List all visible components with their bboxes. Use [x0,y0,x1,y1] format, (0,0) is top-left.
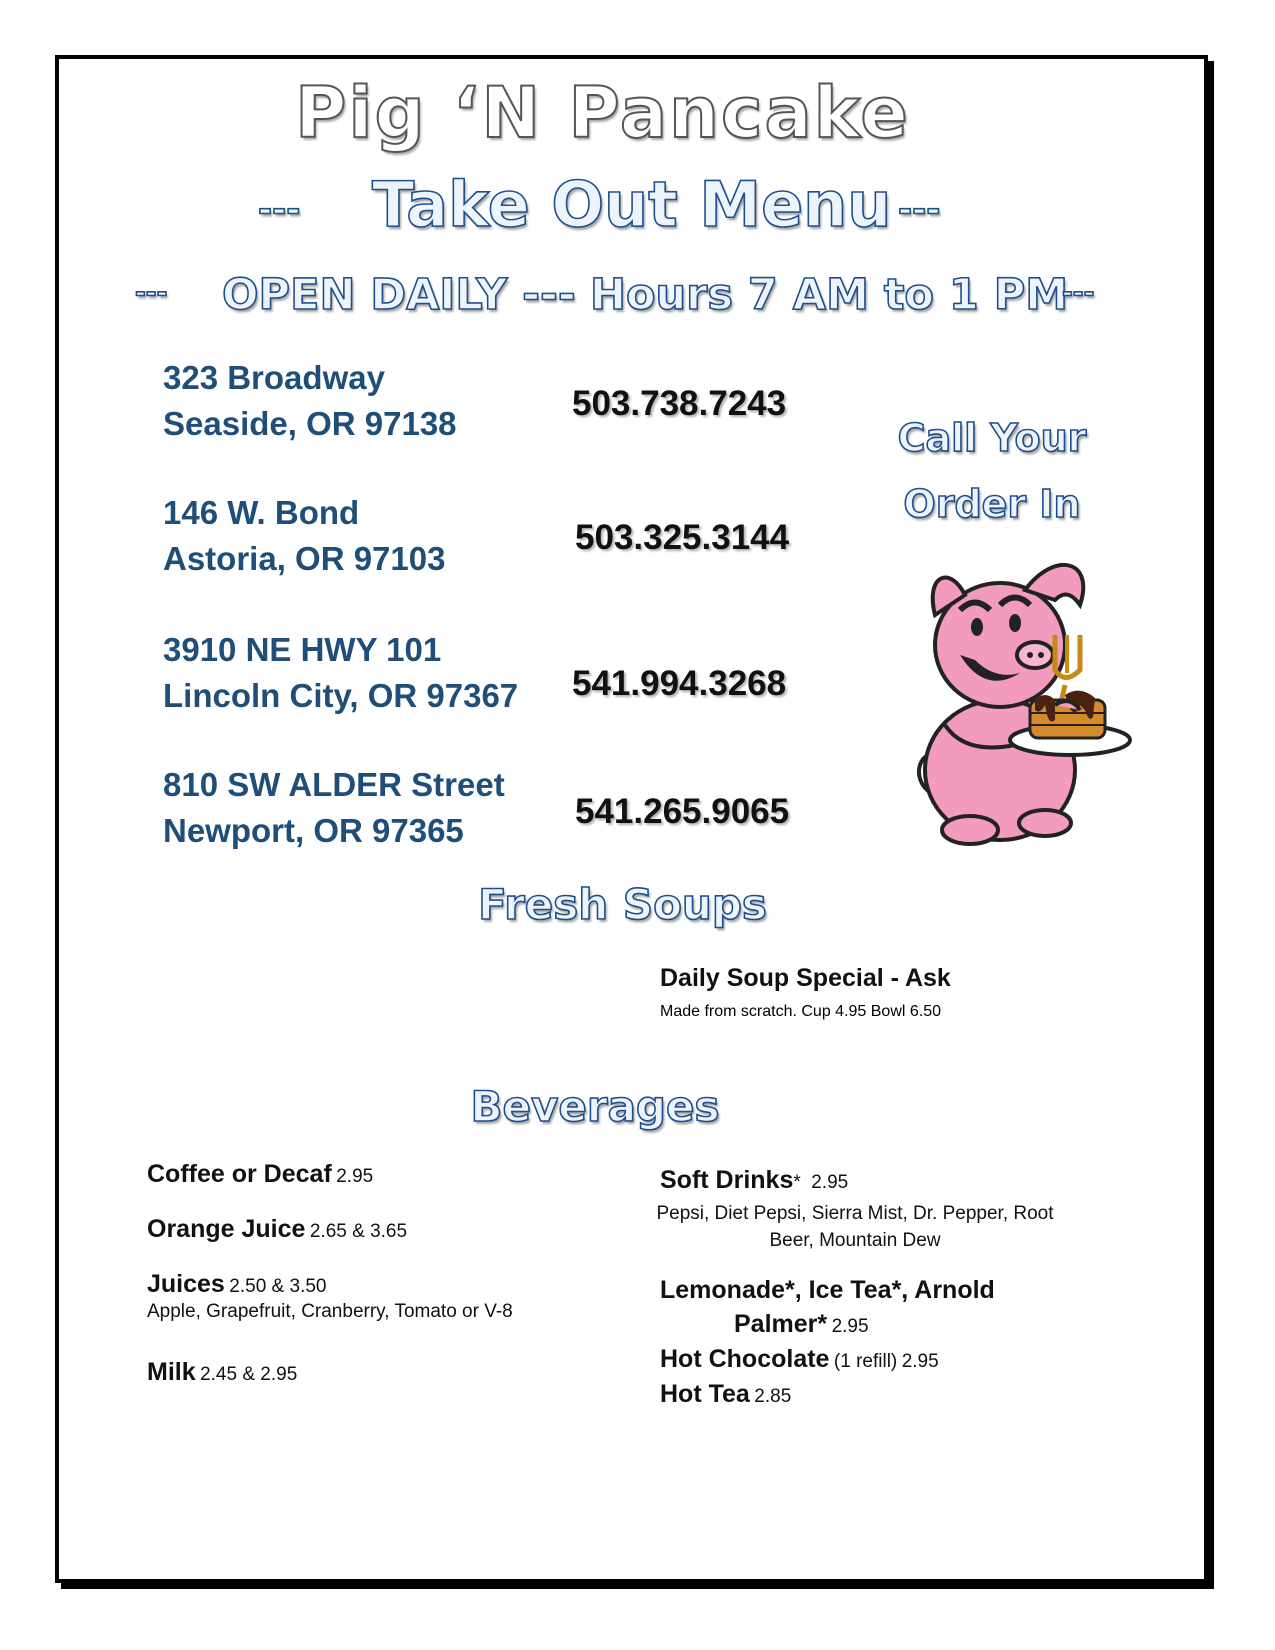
soup-special-name: Daily Soup Special - Ask [660,964,951,992]
location-seaside [163,355,457,447]
phone-seaside: 503.738.7243 [572,384,787,423]
item-name: Milk [147,1358,196,1386]
beverage-orange-juice [147,1215,407,1244]
item-desc: Apple, Grapefruit, Cranberry, Tomato or V-8 [147,1301,513,1322]
phone-lincoln-city: 541.994.3268 [572,664,787,703]
item-price: 2.95 [811,1172,849,1193]
menu-title: Take Out Menu [372,168,892,241]
beverage-milk [147,1358,297,1387]
location-city: Seaside, OR 97138 [163,405,457,442]
soft-drinks-desc-line2: Beer, Mountain Dew [769,1230,941,1251]
beverage-juices [147,1270,513,1323]
item-price: 2.45 & 2.95 [200,1364,298,1385]
location-city: Newport, OR 97365 [163,812,464,849]
restaurant-name: Pig ‘N Pancake [295,72,910,154]
phone-astoria: 503.325.3144 [575,518,790,557]
location-street: 810 SW ALDER Street [163,766,505,803]
item-name: Palmer* [734,1310,828,1338]
hours: Hours 7 AM to 1 PM [590,270,1069,320]
location-newport [163,762,505,854]
item-price: 2.95 [831,1316,869,1337]
location-street: 146 W. Bond [163,494,360,531]
beverage-lemonade [734,1310,869,1339]
item-name: Coffee or Decaf [147,1160,332,1188]
item-name: Hot Chocolate [660,1345,830,1373]
soft-drinks-desc-line1: Pepsi, Diet Pepsi, Sierra Mist, Dr. Pepper, Root [656,1203,1054,1224]
location-lincoln-city [163,627,518,719]
item-name: Hot Tea [660,1380,750,1408]
phone-newport: 541.265.9065 [575,792,790,831]
open-daily: OPEN DAILY --- [222,270,576,320]
location-street: 3910 NE HWY 101 [163,631,442,668]
call-in-line2: Order In [903,482,1081,526]
location-city: Astoria, OR 97103 [163,540,446,577]
soup-special-desc: Made from scratch. Cup 4.95 Bowl 6.50 [660,1003,942,1020]
lemonade-line1: Lemonade*, Ice Tea*, Arnold [660,1276,995,1304]
location-street: 323 Broadway [163,359,385,396]
call-in-line1: Call Your [897,416,1087,460]
soft-drinks-desc [640,1200,1070,1254]
hours-dashes-right: --- [1062,278,1095,308]
pig-mascot-illustration [905,555,1135,855]
item-name: Orange Juice [147,1215,306,1243]
item-note: (1 refill) [833,1351,898,1372]
location-city: Lincoln City, OR 97367 [163,677,519,714]
item-name: Juices [147,1270,225,1298]
item-price: 2.50 & 3.50 [229,1276,327,1297]
item-price: 2.95 [901,1351,939,1372]
title-dashes-left: --- [258,190,301,230]
item-price: 2.65 & 3.65 [309,1221,408,1242]
beverages-heading: Beverages [470,1082,720,1131]
item-price: 2.95 [336,1166,374,1187]
beverage-coffee [147,1160,373,1189]
beverage-hot-tea [660,1380,791,1409]
beverage-hot-chocolate [660,1345,939,1374]
call-in-callout [872,405,1112,537]
beverage-soft-drinks [660,1166,848,1195]
item-price: 2.85 [754,1386,792,1407]
hours-dashes-left: --- [135,278,168,308]
item-star: * [793,1172,801,1193]
soups-heading: Fresh Soups [478,880,767,929]
location-astoria [163,490,445,582]
title-dashes-right: --- [898,190,941,230]
item-name: Soft Drinks [660,1166,794,1194]
